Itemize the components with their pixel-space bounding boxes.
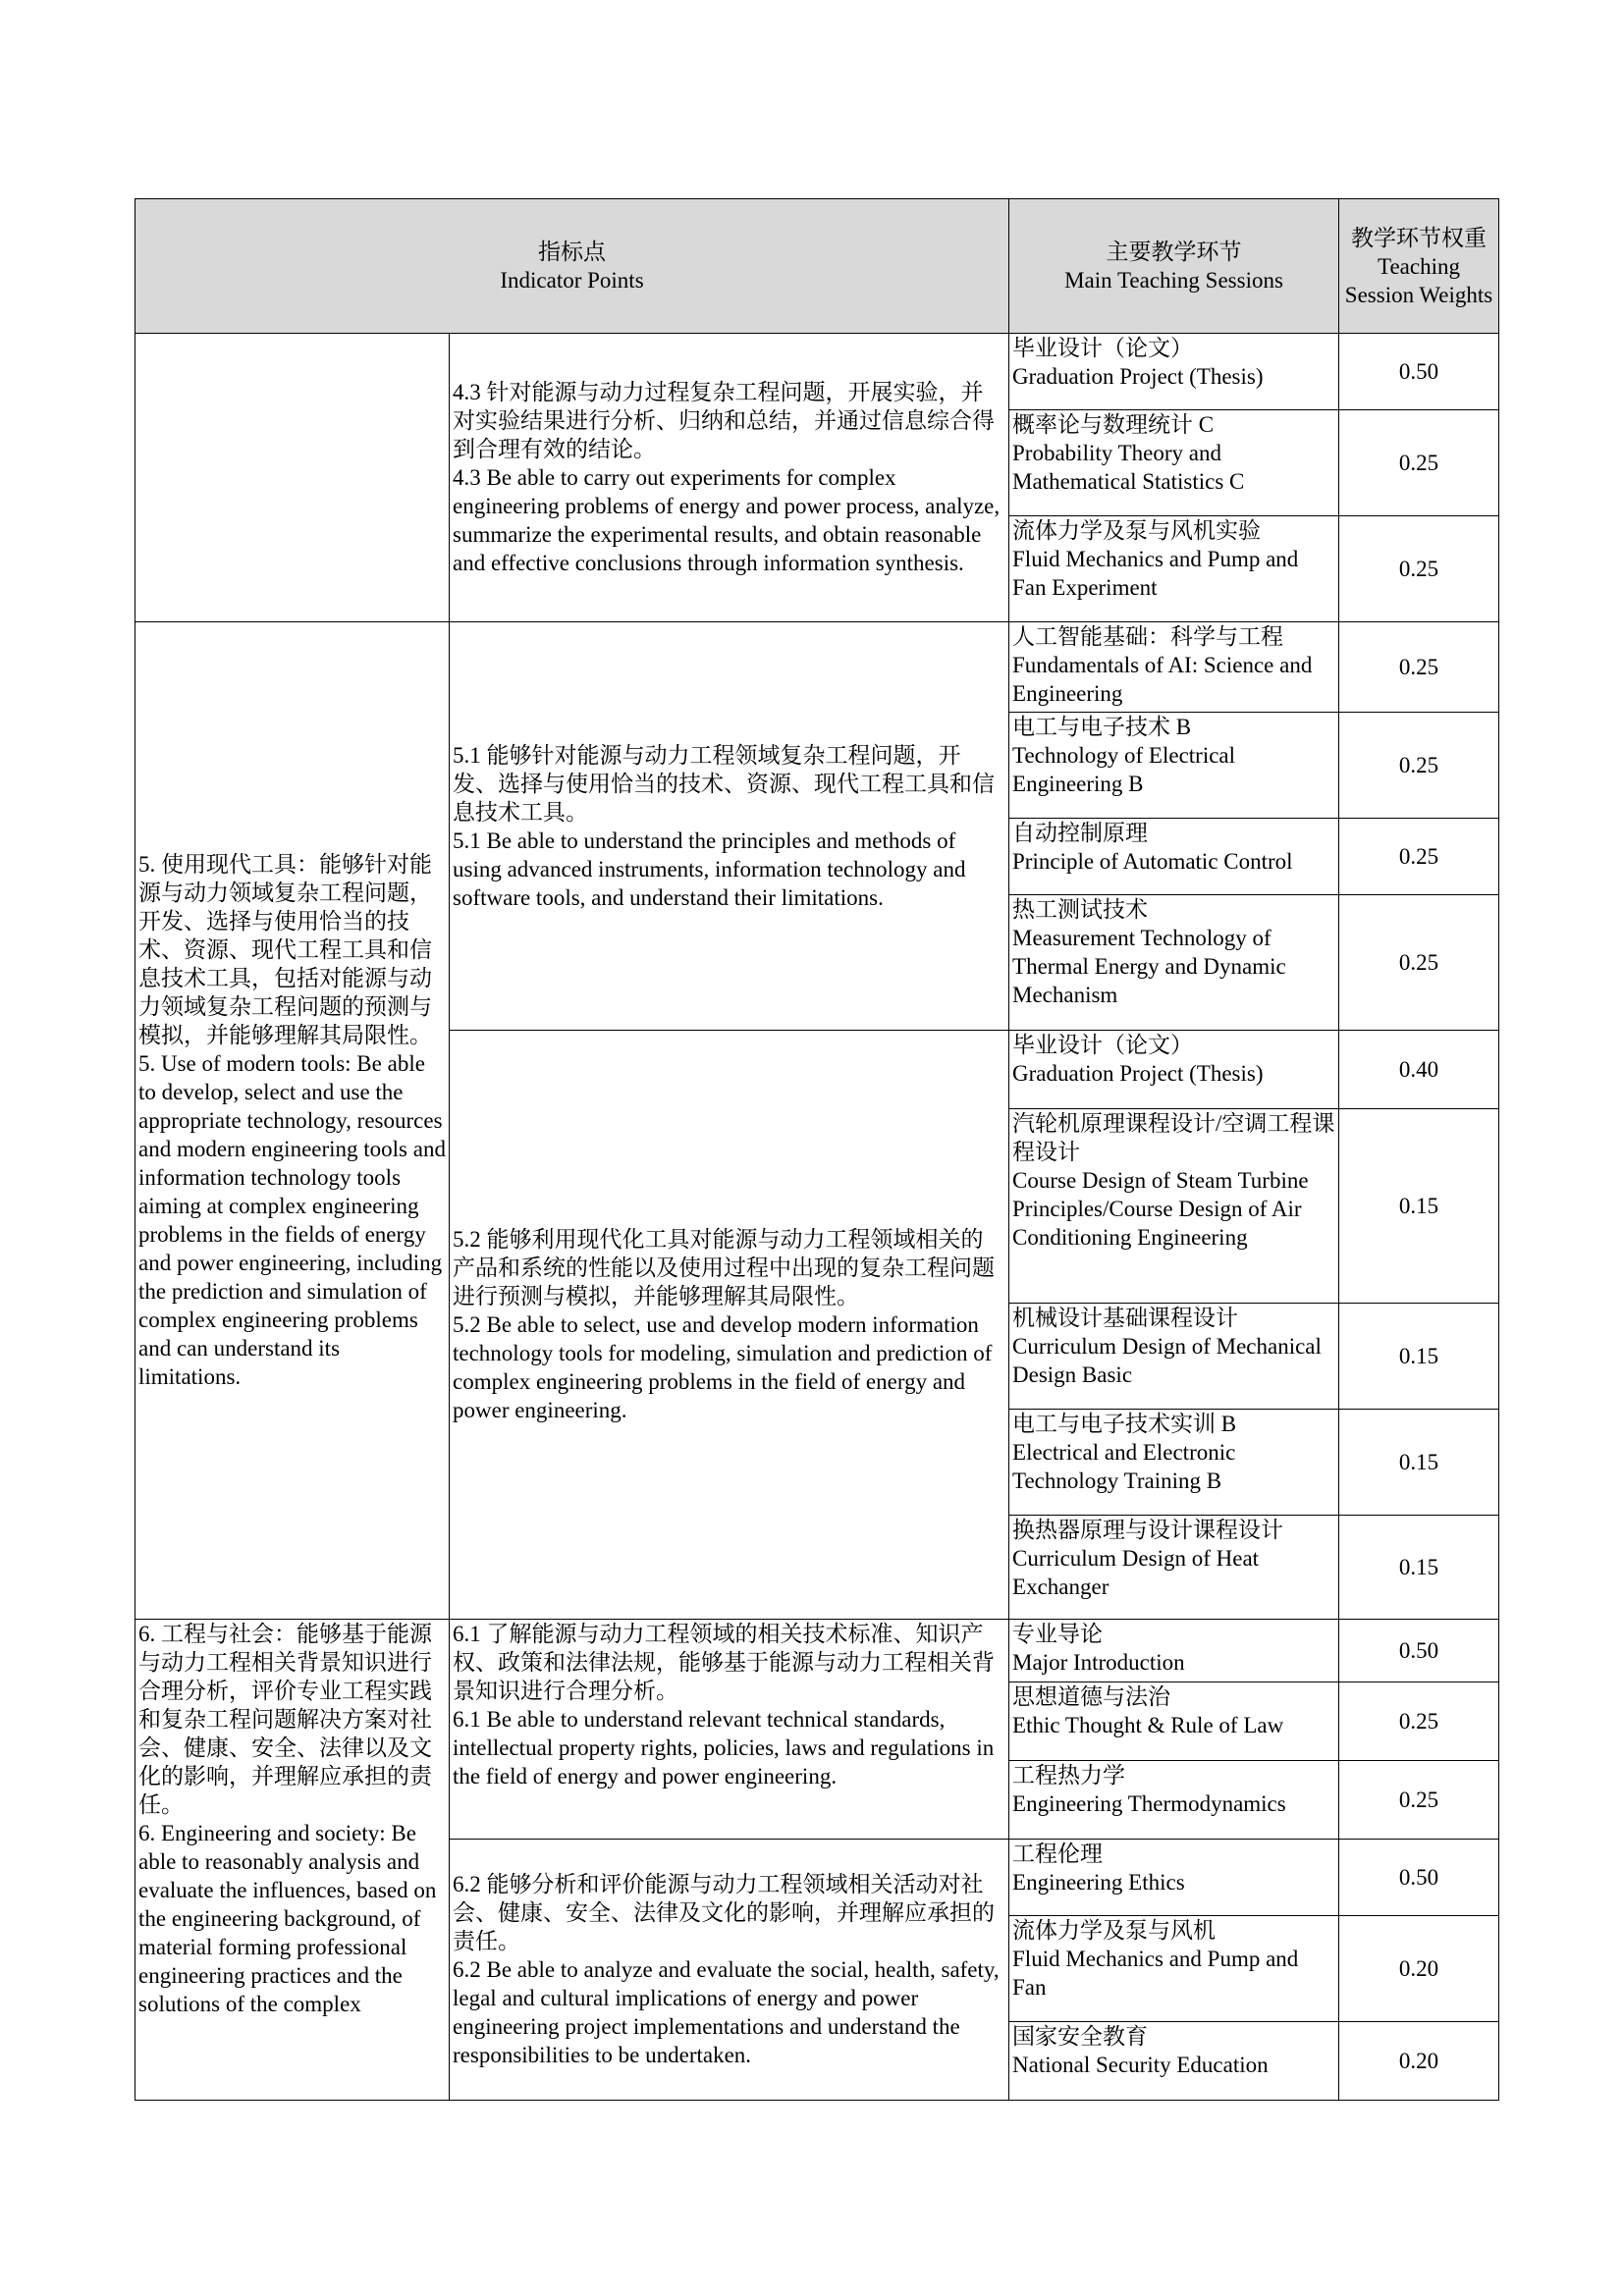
session-cell: 热工测试技术 Measurement Technology of Thermal Energy and Dynamic Mechanism (1009, 895, 1339, 1031)
table-row (135, 622, 1499, 713)
session-cell: 汽轮机原理课程设计/空调工程课程设计 Course Design of Steam Turbine Principles/Course Design of Air Conditioning Engineering (1009, 1109, 1339, 1304)
session-cell: 电工与电子技术实训 B Electrical and Electronic Technology Training B (1009, 1410, 1339, 1516)
indicator-table (135, 198, 1499, 2101)
requirement-cell: 5. 使用现代工具：能够针对能源与动力领域复杂工程问题，开发、选择与使用恰当的技术、资源、现代工程工具和信息技术工具，包括对能源与动力领域复杂工程问题的预测与模拟，并能够理解其局限性。 5. Use of modern tools: Be able to develop, select and use the appropriate technology, resources and modern engineering tools and information technology tools aiming at complex engineering problems in the fields of energy and power engineering, including the prediction and simulation of complex engineering problems and can understand its limitations. (135, 622, 450, 1620)
session-cell: 流体力学及泵与风机实验 Fluid Mechanics and Pump and Fan Experiment (1009, 516, 1339, 622)
session-cell: 国家安全教育 National Security Education (1009, 2022, 1339, 2101)
session-cell: 专业导论 Major Introduction (1009, 1620, 1339, 1682)
header-indicator-points: 指标点 Indicator Points (135, 199, 1009, 334)
weight-cell: 0.15 (1339, 1410, 1499, 1516)
session-cell: 工程热力学 Engineering Thermodynamics (1009, 1761, 1339, 1840)
session-cell: 人工智能基础：科学与工程 Fundamentals of AI: Science and Engineering (1009, 622, 1339, 713)
session-cell: 毕业设计（论文） Graduation Project (Thesis) (1009, 1031, 1339, 1109)
weight-cell: 0.15 (1339, 1109, 1499, 1304)
indicator-cell: 5.2 能够利用现代化工具对能源与动力工程领域相关的产品和系统的性能以及使用过程中出现的复杂工程问题进行预测与模拟，并能够理解其局限性。 5.2 Be able to select, use and develop modern information technology tools for modeling, simulation and prediction of complex engineering problems in the field of energy and power engineering. (450, 1031, 1009, 1620)
session-cell: 工程伦理 Engineering Ethics (1009, 1840, 1339, 1916)
weight-cell: 0.50 (1339, 334, 1499, 410)
session-cell: 自动控制原理 Principle of Automatic Control (1009, 819, 1339, 895)
weight-cell: 0.25 (1339, 819, 1499, 895)
session-cell: 电工与电子技术 B Technology of Electrical Engineering B (1009, 713, 1339, 819)
requirement-cell (135, 334, 450, 622)
indicator-cell: 6.2 能够分析和评价能源与动力工程领域相关活动对社会、健康、安全、法律及文化的影响，并理解应承担的责任。 6.2 Be able to analyze and evaluate the social, health, safety, legal and cultural implications of energy and power engineering project implementations and understand the responsibilities to be undertaken. (450, 1840, 1009, 2101)
header-session-weights: 教学环节权重 Teaching Session Weights (1339, 199, 1499, 334)
weight-cell: 0.15 (1339, 1304, 1499, 1410)
weight-cell: 0.50 (1339, 1620, 1499, 1682)
indicator-cell: 6.1 了解能源与动力工程领域的相关技术标准、知识产权、政策和法律法规，能够基于能源与动力工程相关背景知识进行合理分析。 6.1 Be able to understand relevant technical standards, intellectual property rights, policies, laws and regulations in the field of energy and power engineering. (450, 1620, 1009, 1840)
weight-cell: 0.40 (1339, 1031, 1499, 1109)
weight-cell: 0.20 (1339, 2022, 1499, 2101)
weight-cell: 0.50 (1339, 1840, 1499, 1916)
weight-cell: 0.25 (1339, 895, 1499, 1031)
requirement-cell: 6. 工程与社会：能够基于能源与动力工程相关背景知识进行合理分析，评价专业工程实践和复杂工程问题解决方案对社会、健康、安全、法律以及文化的影响，并理解应承担的责任。 6. Engineering and society: Be able to reasonably analysis and evaluate the influences, based on the engineering background, of material forming professional engineering practices and the solutions of the complex (135, 1620, 450, 2101)
session-cell: 换热器原理与设计课程设计 Curriculum Design of Heat Exchanger (1009, 1516, 1339, 1620)
header-main-teaching-sessions: 主要教学环节 Main Teaching Sessions (1009, 199, 1339, 334)
table-row (135, 334, 1499, 410)
indicator-cell: 4.3 针对能源与动力过程复杂工程问题，开展实验，并对实验结果进行分析、归纳和总结，并通过信息综合得到合理有效的结论。 4.3 Be able to carry out experiments for complex engineering problems of energy and power process, analyze, summarize the experimental results, and obtain reasonable and effective conclusions through information synthesis. (450, 334, 1009, 622)
weight-cell: 0.25 (1339, 410, 1499, 516)
table-header-row (135, 199, 1499, 334)
session-cell: 流体力学及泵与风机 Fluid Mechanics and Pump and Fan (1009, 1916, 1339, 2022)
indicator-cell: 5.1 能够针对能源与动力工程领域复杂工程问题，开发、选择与使用恰当的技术、资源、现代工程工具和信息技术工具。 5.1 Be able to understand the principles and methods of using advanced instruments, information technology and software tools, and understand their limitations. (450, 622, 1009, 1031)
weight-cell: 0.20 (1339, 1916, 1499, 2022)
session-cell: 思想道德与法治 Ethic Thought & Rule of Law (1009, 1682, 1339, 1761)
weight-cell: 0.25 (1339, 1682, 1499, 1761)
table-row (135, 1620, 1499, 1682)
weight-cell: 0.25 (1339, 713, 1499, 819)
weight-cell: 0.25 (1339, 622, 1499, 713)
weight-cell: 0.25 (1339, 516, 1499, 622)
weight-cell: 0.15 (1339, 1516, 1499, 1620)
session-cell: 机械设计基础课程设计 Curriculum Design of Mechanical Design Basic (1009, 1304, 1339, 1410)
session-cell: 毕业设计（论文） Graduation Project (Thesis) (1009, 334, 1339, 410)
weight-cell: 0.25 (1339, 1761, 1499, 1840)
session-cell: 概率论与数理统计 C Probability Theory and Mathematical Statistics C (1009, 410, 1339, 516)
